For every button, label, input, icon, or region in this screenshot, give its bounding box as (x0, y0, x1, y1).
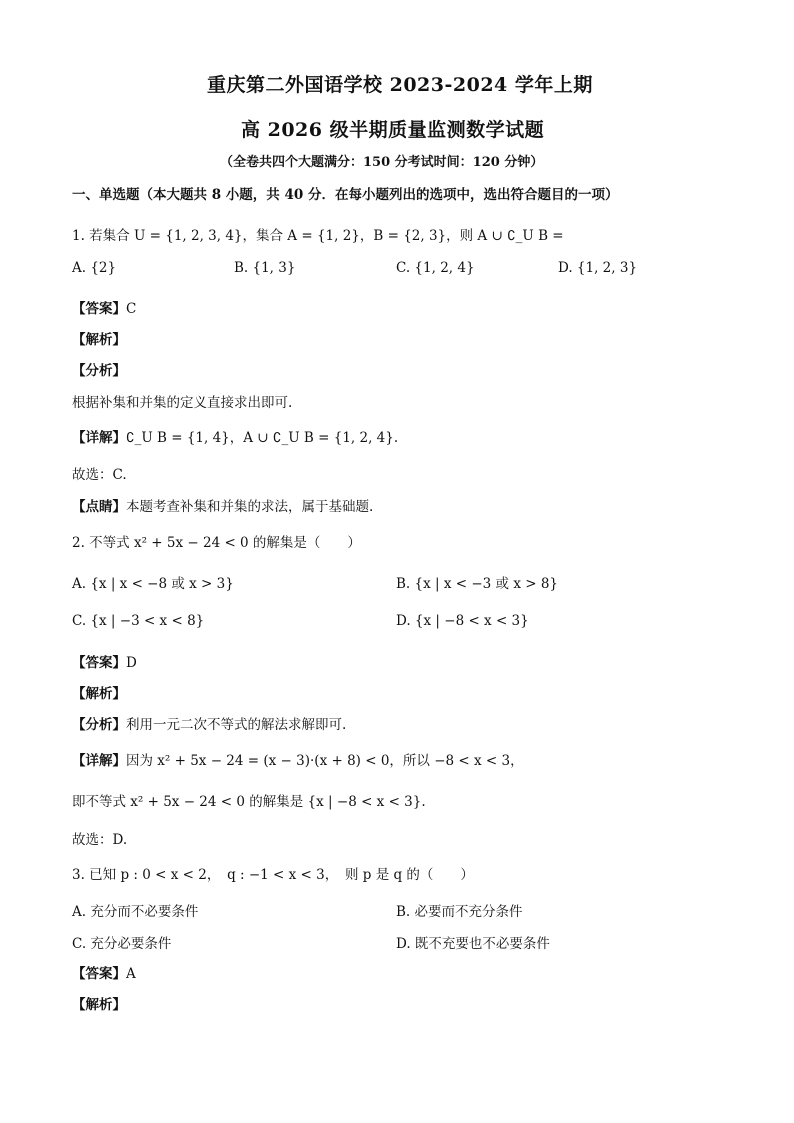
analysis-tag: 【解析】 (72, 686, 126, 702)
q1-fenxi-text: 根据补集和并集的定义直接求出即可. (72, 395, 293, 411)
q3-answer-line (72, 962, 136, 982)
title-line-2: 高 2026 级半期质量监测数学试题 (241, 119, 545, 141)
q2-option-d: D. {x | −8 < x < 3} (396, 613, 529, 629)
answer-value: A (126, 966, 136, 982)
q1-choose: 故选：C. (72, 467, 127, 483)
q3-option-b: B. 必要而不充分条件 (396, 904, 523, 920)
answer-tag: 【答案】 (72, 966, 126, 982)
q1-option-b: B. {1, 3} (234, 260, 296, 276)
q1-option-a: A. {2} (72, 260, 117, 276)
q3-option-c: C. 充分必要条件 (72, 936, 172, 952)
exam-info: （全卷共四个大题满分：150 分考试时间：120 分钟） (220, 155, 544, 170)
q1-answer-line (72, 297, 136, 317)
q2-option-a: A. {x | x < −8 或 x > 3} (72, 576, 234, 592)
answer-value: C (126, 301, 137, 317)
q2-detail-text: 因为 x² + 5x − 24 = (x − 3)·(x + 8) < 0，所以 −8 < x < 3， (126, 753, 524, 769)
analysis-tag: 【解析】 (72, 997, 126, 1013)
q1-comment-text: 本题考查补集和并集的求法，属于基础题. (126, 499, 374, 515)
question-1-stem: 1. 若集合 U = {1, 2, 3, 4}，集合 A = {1, 2}，B = {2, 3}，则 A ∪ ∁_U B = (72, 228, 564, 244)
q1-detail-line (72, 426, 398, 446)
q1-option-c: C. {1, 2, 4} (396, 260, 475, 276)
section-heading: 一、单选题（本大题共 8 小题，共 40 分．在每小题列出的选项中，选出符合题目的一项） (72, 187, 619, 203)
title-line-1: 重庆第二外国语学校 2023-2024 学年上期 (207, 74, 593, 96)
q2-detail-line (72, 749, 524, 769)
question-2-stem: 2. 不等式 x² + 5x − 24 < 0 的解集是（ ） (72, 535, 361, 551)
q1-comment-line (72, 495, 373, 515)
q2-option-c: C. {x | −3 < x < 8} (72, 613, 205, 629)
q2-choose: 故选：D. (72, 832, 128, 848)
answer-tag: 【答案】 (72, 655, 126, 671)
q2-answer-line (72, 651, 137, 671)
q2-fenxi-text: 利用一元二次不等式的解法求解即可. (126, 717, 347, 733)
fenxi-tag: 【分析】 (72, 717, 126, 733)
q1-option-d: D. {1, 2, 3} (558, 260, 638, 276)
answer-tag: 【答案】 (72, 301, 126, 317)
q1-detail-text: ∁_U B = {1, 4}，A ∪ ∁_U B = {1, 2, 4}. (126, 430, 399, 446)
detail-tag: 【详解】 (72, 753, 126, 769)
answer-value: D (126, 655, 137, 671)
detail-tag: 【详解】 (72, 430, 126, 446)
q2-option-b: B. {x | x < −3 或 x > 8} (396, 576, 559, 592)
analysis-tag: 【解析】 (72, 332, 126, 348)
question-3-stem: 3. 已知 p : 0 < x < 2， q : −1 < x < 3， 则 p 是 q 的（ ） (72, 867, 474, 883)
q2-detail-continued: 即不等式 x² + 5x − 24 < 0 的解集是 {x | −8 < x < 3}. (72, 794, 426, 810)
q2-fenxi-line (72, 713, 346, 733)
q3-option-a: A. 充分而不必要条件 (72, 904, 199, 920)
q3-option-d: D. 既不充要也不必要条件 (396, 936, 550, 952)
fenxi-tag: 【分析】 (72, 363, 126, 379)
comment-tag: 【点睛】 (72, 499, 126, 515)
